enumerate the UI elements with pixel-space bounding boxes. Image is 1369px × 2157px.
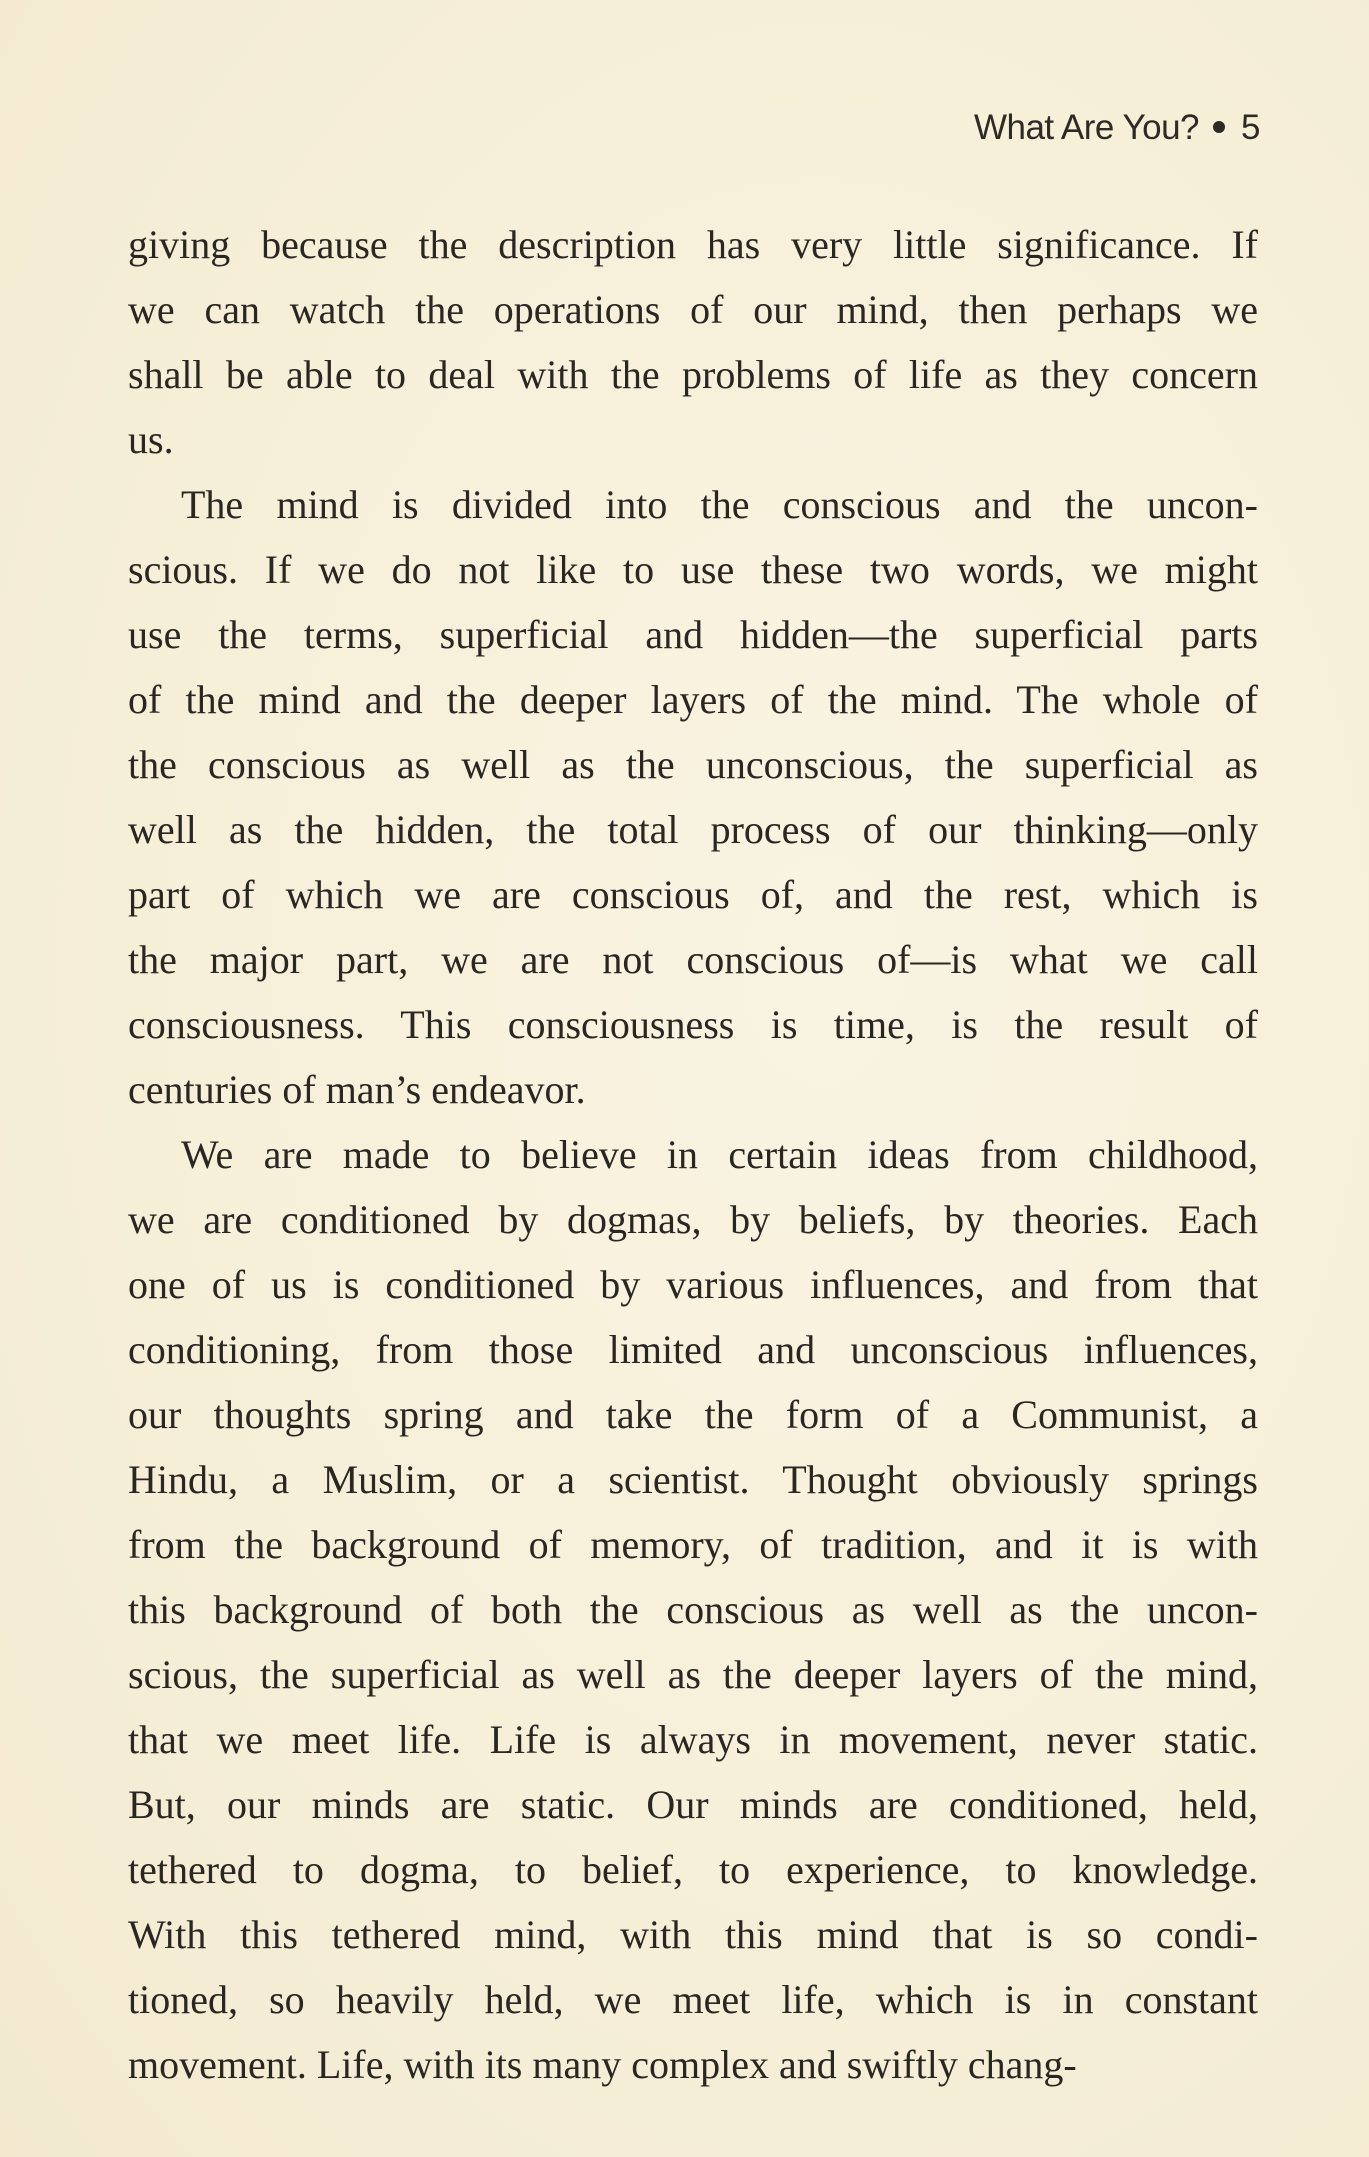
text-line: With this tethered mind, with this mind that is so condi- (128, 1912, 1258, 1957)
text-line: shall be able to deal with the problems of life as they concern (128, 352, 1258, 397)
text-line: consciousness. This consciousness is time, is the result of (128, 1002, 1258, 1047)
text-line: our thoughts spring and take the form of a Communist, a (128, 1392, 1258, 1437)
body-text (128, 212, 1258, 2097)
text-line: conditioning, from those limited and unconscious influences, (128, 1327, 1258, 1372)
text-line: use the terms, superficial and hidden—the superficial parts (128, 612, 1258, 657)
paragraph (128, 1122, 1258, 2097)
text-line: scious. If we do not like to use these two words, we might (128, 547, 1258, 592)
chapter-title: What Are You? (973, 108, 1200, 147)
page-number: 5 (1241, 108, 1260, 147)
text-line: the major part, we are not conscious of—is what we call (128, 937, 1258, 982)
text-line: The mind is divided into the conscious and the uncon- (181, 482, 1258, 527)
text-line: scious, the superficial as well as the deeper layers of the mind, (128, 1652, 1258, 1697)
text-line: one of us is conditioned by various influences, and from that (128, 1262, 1258, 1307)
text-line: movement. Life, with its many complex and swiftly chang- (128, 2042, 1077, 2087)
running-head (974, 108, 1260, 148)
text-line: giving because the description has very little significance. If (128, 222, 1258, 267)
text-line: that we meet life. Life is always in movement, never static. (128, 1717, 1258, 1762)
text-line: the conscious as well as the unconscious, the superficial as (128, 742, 1258, 787)
paragraph (128, 472, 1258, 1122)
text-line: tioned, so heavily held, we meet life, which is in constant (128, 1977, 1258, 2022)
text-line: We are made to believe in certain ideas from childhood, (181, 1132, 1258, 1177)
text-line: of the mind and the deeper layers of the mind. The whole of (128, 677, 1258, 722)
text-line: tethered to dogma, to belief, to experience, to knowledge. (128, 1847, 1258, 1892)
text-line: well as the hidden, the total process of our thinking—only (128, 807, 1258, 852)
text-line: centuries of man’s endeavor. (128, 1067, 586, 1112)
text-line: us. (128, 417, 174, 462)
text-line: we can watch the operations of our mind, then perhaps we (128, 287, 1258, 332)
paragraph (128, 212, 1258, 472)
text-line: Hindu, a Muslim, or a scientist. Thought obviously springs (128, 1457, 1258, 1502)
text-line: But, our minds are static. Our minds are conditioned, held, (128, 1782, 1258, 1827)
text-line: from the background of memory, of tradition, and it is with (128, 1522, 1258, 1567)
bullet-separator-icon (1213, 121, 1225, 133)
text-line: we are conditioned by dogmas, by beliefs, by theories. Each (128, 1197, 1258, 1242)
text-line: this background of both the conscious as well as the uncon- (128, 1587, 1258, 1632)
text-line: part of which we are conscious of, and the rest, which is (128, 872, 1258, 917)
